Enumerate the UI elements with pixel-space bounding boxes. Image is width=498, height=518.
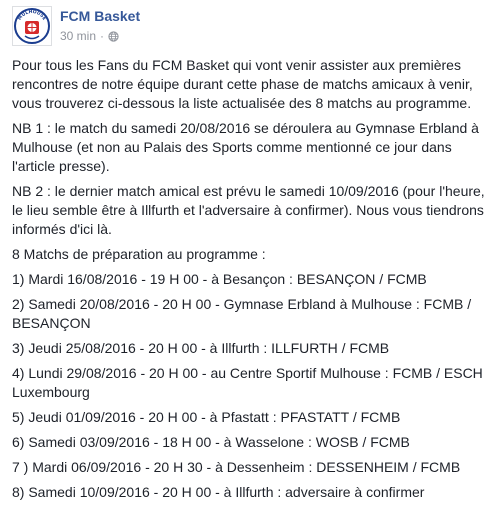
post-header (12, 6, 482, 46)
post-paragraph-nb1: NB 1 : le match du samedi 20/08/2016 se déroulera au Gymnase Erbland à Mulhouse (et non au Palais des Sports comme mentionné ce jour dans l'article presse). (12, 120, 483, 174)
fcm-basket-logo-icon (13, 7, 51, 45)
match-item: 7 ) Mardi 06/09/2016 - 20 H 30 - à Dessenheim : DESSENHEIM / FCMB (12, 459, 461, 475)
match-item: 6) Samedi 03/09/2016 - 18 H 00 - à Wasselone : WOSB / FCMB (12, 434, 410, 450)
match-item: 4) Lundi 29/08/2016 - 20 H 00 - au Centre Sportif Mulhouse : FCMB / ESCH Luxembourg (12, 365, 487, 400)
post-paragraph-nb2: NB 2 : le dernier match amical est prévu le samedi 10/09/2016 (pour l'heure, le lieu semble être à Illfurth et l'adversaire à confirmer). Nous vous tiendrons informés d'ici là. (12, 183, 489, 237)
match-item: 5) Jeudi 01/09/2016 - 20 H 00 - à Pfastatt : PFASTATT / FCMB (12, 409, 401, 425)
globe-icon[interactable] (108, 31, 119, 42)
match-item: 3) Jeudi 25/08/2016 - 20 H 00 - à Illfurth : ILLFURTH / FCMB (12, 340, 390, 356)
post-meta (60, 29, 119, 43)
match-item: 2) Samedi 20/08/2016 - 20 H 00 - Gymnase Erbland à Mulhouse : FCMB / BESANÇON (12, 296, 476, 331)
page-avatar[interactable] (12, 6, 52, 46)
post-paragraph-program-title: 8 Matchs de préparation au programme : (12, 246, 266, 262)
post-paragraph-intro: Pour tous les Fans du FCM Basket qui vont venir assister aux premières rencontres de notre équipe durant cette phase de matchs amicaux à venir, vous trouverez ci-dessous la liste actualisée des 8 matchs au programme. (12, 57, 477, 111)
post-body (12, 56, 488, 508)
meta-separator: · (100, 29, 105, 43)
match-item: 1) Mardi 16/08/2016 - 19 H 00 - à Besançon : BESANÇON / FCMB (12, 271, 427, 287)
svg-text:MULHOUSE: MULHOUSE (17, 9, 47, 22)
match-item: 8) Samedi 10/09/2016 - 20 H 00 - à Illfurth : adversaire à confirmer (12, 484, 425, 500)
page-name-link[interactable]: FCM Basket (60, 8, 141, 24)
post-timestamp[interactable]: 30 min (60, 29, 97, 43)
